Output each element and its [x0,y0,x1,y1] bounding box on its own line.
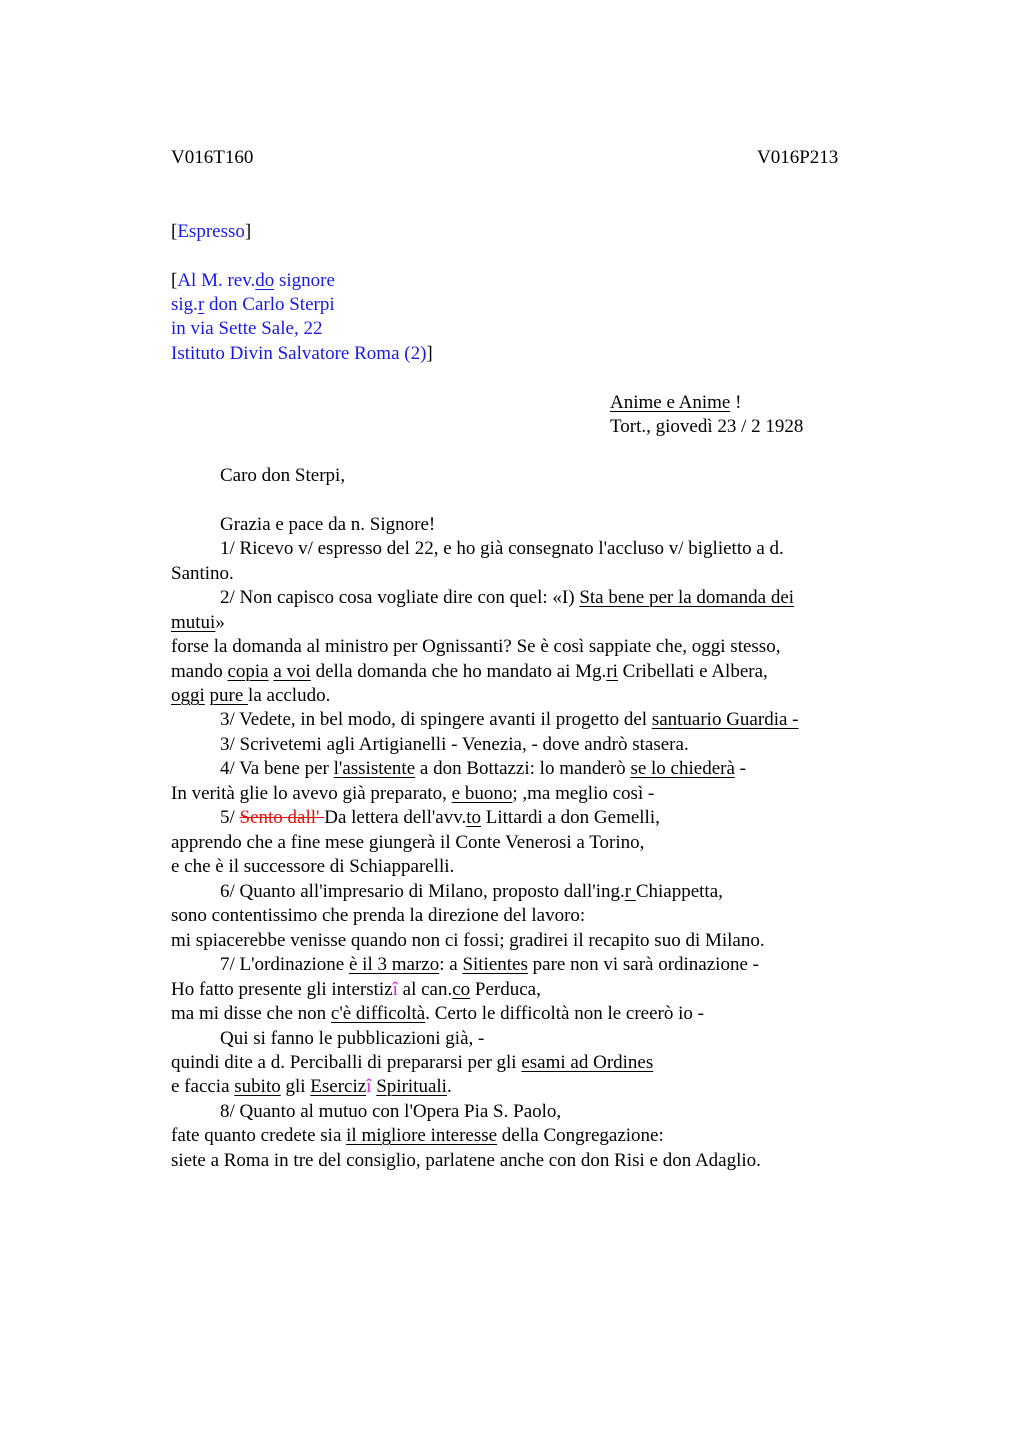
paragraph-1-line-1: 1/ Ricevo v/ espresso del 22, e ho già consegnato l'accluso v/ biglietto a d. [220,538,784,559]
greeting: Grazia e pace da n. Signore! [220,514,436,535]
paragraph-8-line-3: siete a Roma in tre del consiglio, parlatene anche con don Risi e don Adaglio. [171,1150,761,1171]
document-code-left: V016T160 [171,147,254,168]
paragraph-5-line-2: apprendo che a fine mese giungerà il Conte Venerosi a Torino, [171,832,645,853]
paragraph-3b-line-1: 3/ Scrivetemi agli Artigianelli - Venezia, - dove andrò stasera. [220,734,689,755]
paragraph-5-line-3: e che è il successore di Schiapparelli. [171,856,455,877]
dateline: Tort., giovedì 23 / 2 1928 [610,416,804,437]
paragraph-7-line-5: quindi dite a d. Perciballi di prepararsi per gli esami ad Ordines [171,1052,654,1073]
paragraph-6-line-2: sono contentissimo che prenda la direzione del lavoro: [171,905,586,926]
paragraph-3-line-1: 3/ Vedete, in bel modo, di spingere avanti il progetto del santuario Guardia - [220,709,799,730]
paragraph-7-line-6: e faccia subito gli Esercizî Spirituali. [171,1076,452,1097]
paragraph-7-line-1: 7/ L'ordinazione è il 3 marzo: a Sitientes pare non vi sarà ordinazione - [220,954,759,975]
strikethrough-text: Sento dall' [239,807,325,828]
paragraph-4-line-1: 4/ Va bene per l'assistente a don Bottazzi: lo manderò se lo chiederà - [220,758,746,779]
paragraph-2-line-3: forse la domanda al ministro per Ognissanti? Se è così sappiate che, oggi stesso, [171,636,781,657]
salutation: Caro don Sterpi, [220,465,346,486]
document-code-right: V016P213 [757,147,839,168]
paragraph-2-line-4: mando copia a voi della domanda che ho mandato ai Mg.ri Cribellati e Albera, [171,661,768,682]
paragraph-8-line-1: 8/ Quanto al mutuo con l'Opera Pia S. Paolo, [220,1101,562,1122]
paragraph-6-line-3: mi spiacerebbe venisse quando non ci fossi; gradirei il recapito suo di Milano. [171,930,765,951]
address-line-3: in via Sette Sale, 22 [171,318,323,339]
paragraph-8-line-2: fate quanto credete sia il migliore interesse della Congregazione: [171,1125,664,1146]
address-line-2: sig.r don Carlo Sterpi [171,294,335,315]
paragraph-4-line-2: In verità glie lo avevo già preparato, e buono; ,ma meglio così - [171,783,655,804]
espresso-note: [Espresso] [171,221,252,242]
paragraph-7-line-4: Qui si fanno le pubblicazioni già, - [220,1028,485,1049]
paragraph-7-line-2: Ho fatto presente gli interstizî al can.co Perduca, [171,979,541,1000]
paragraph-7-line-3: ma mi disse che non c'è difficoltà. Certo le difficoltà non le creerò io - [171,1003,704,1024]
address-line-4: Istituto Divin Salvatore Roma (2)] [171,343,433,364]
espresso-text: Espresso [177,221,245,242]
paragraph-2-line-2: mutui» [171,612,225,633]
paragraph-1-line-2: Santino. [171,563,234,584]
paragraph-2-line-5: oggi pure la accludo. [171,685,331,706]
paragraph-2-line-1: 2/ Non capisco cosa vogliate dire con quel: «I) Sta bene per la domanda dei [220,587,795,608]
address-line-1: [Al M. rev.do signore [171,270,335,291]
paragraph-5-line-1: 5/ Sento dall' Da lettera dell'avv.to Littardi a don Gemelli, [220,807,660,828]
paragraph-6-line-1: 6/ Quanto all'impresario di Milano, proposto dall'ing.r Chiappetta, [220,881,723,902]
motto: Anime e Anime ! [610,392,742,413]
